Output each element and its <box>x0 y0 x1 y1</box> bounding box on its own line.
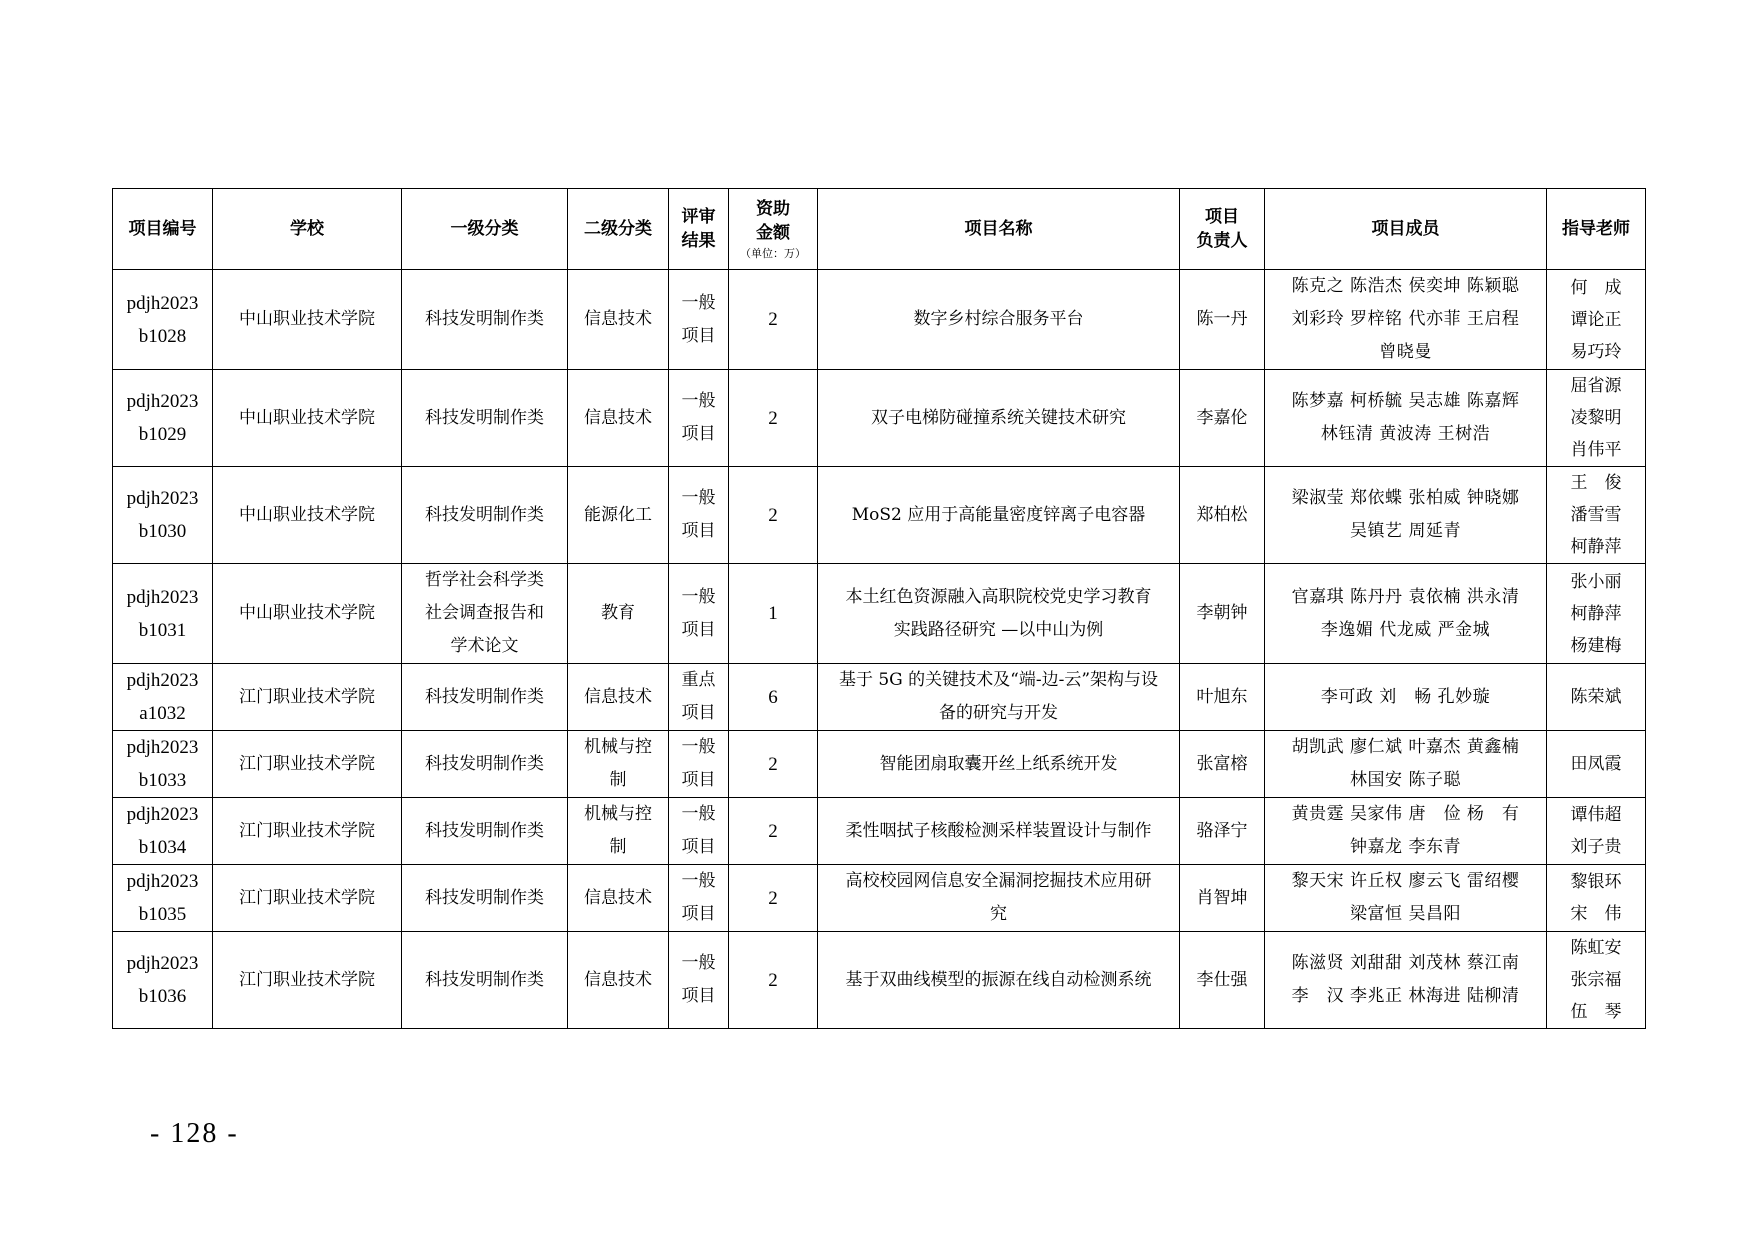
result-line: 一般 <box>681 871 716 891</box>
cell-members <box>1265 798 1547 865</box>
members-line: 陈滋贤 刘甜甜 刘茂林 蔡江南 <box>1291 953 1520 973</box>
table-row <box>113 932 1646 1029</box>
cell-amount: 2 <box>729 370 818 467</box>
members-line: 曾晓曼 <box>1379 342 1432 362</box>
result-line: 重点 <box>681 670 716 690</box>
cell-result <box>669 932 729 1029</box>
cell-advisor <box>1547 370 1646 467</box>
result-line: 一般 <box>681 391 716 411</box>
advisor-line: 何 成 <box>1570 277 1622 298</box>
cell-leader: 叶旭东 <box>1180 664 1265 731</box>
advisor-line: 柯静萍 <box>1570 537 1622 557</box>
result-line: 项目 <box>681 770 716 790</box>
category1-line: 社会调查报告和 <box>425 603 544 623</box>
category1-line: 科技发明制作类 <box>425 407 544 428</box>
result-line: 项目 <box>681 521 716 541</box>
cell-advisor <box>1547 664 1646 731</box>
advisor-line: 宋 伟 <box>1570 904 1622 924</box>
name-line: 双子电梯防碰撞系统关键技术研究 <box>871 407 1126 428</box>
table-row <box>113 564 1646 664</box>
advisor-line: 刘子贵 <box>1570 837 1622 857</box>
advisor-line: 张小丽 <box>1570 571 1622 592</box>
result-line: 一般 <box>681 737 716 757</box>
header-code: 项目编号 <box>113 189 213 270</box>
cell-amount: 2 <box>729 865 818 932</box>
header-row <box>113 189 1646 270</box>
cell-code <box>113 467 213 564</box>
cell-category1 <box>402 865 568 932</box>
cell-category1 <box>402 564 568 664</box>
name-line: 智能团扇取囊开丝上纸系统开发 <box>879 753 1118 774</box>
table-row <box>113 370 1646 467</box>
code-line: pdjh2023 <box>126 488 199 509</box>
members-line: 梁富恒 吴昌阳 <box>1350 904 1461 924</box>
code-line: pdjh2023 <box>126 670 199 691</box>
cell-school: 江门职业技术学院 <box>213 664 402 731</box>
category2-line: 信息技术 <box>584 686 652 707</box>
cell-name <box>818 932 1180 1029</box>
cell-result <box>669 467 729 564</box>
cell-category2 <box>568 564 669 664</box>
cell-code <box>113 370 213 467</box>
cell-category1 <box>402 932 568 1029</box>
advisor-line: 王 俊 <box>1570 473 1622 493</box>
advisor-line: 屈省源 <box>1570 376 1622 396</box>
cell-advisor <box>1547 564 1646 664</box>
result-line: 一般 <box>681 953 716 973</box>
table-row <box>113 865 1646 932</box>
members-line: 吴镇艺 周延青 <box>1350 521 1461 541</box>
advisor-line: 肖伟平 <box>1570 440 1622 460</box>
cell-name <box>818 731 1180 798</box>
cell-members <box>1265 664 1547 731</box>
advisor-line: 陈荣斌 <box>1570 687 1622 707</box>
result-line: 项目 <box>681 325 716 346</box>
cell-advisor <box>1547 932 1646 1029</box>
cell-amount: 2 <box>729 798 818 865</box>
cell-advisor <box>1547 731 1646 798</box>
result-line: 项目 <box>681 904 716 924</box>
members-line: 李逸媚 代龙威 严金城 <box>1320 619 1491 640</box>
cell-school: 江门职业技术学院 <box>213 865 402 932</box>
cell-amount: 6 <box>729 664 818 731</box>
members-line: 官嘉琪 陈丹丹 袁依楠 洪永清 <box>1291 586 1520 607</box>
members-line: 林国安 陈子聪 <box>1350 770 1461 790</box>
advisor-line: 易巧玲 <box>1570 341 1622 362</box>
header-result <box>669 189 729 270</box>
members-line: 陈克之 陈浩杰 侯奕坤 陈颖聪 <box>1291 276 1520 296</box>
code-line: pdjh2023 <box>126 737 199 758</box>
members-line: 陈梦嘉 柯桥毓 吴志雄 陈嘉辉 <box>1291 391 1520 411</box>
result-line: 一般 <box>681 804 716 824</box>
name-line: 基于 5G 的关键技术及“端-边-云”架构与设 <box>838 670 1159 690</box>
table-row <box>113 664 1646 731</box>
cell-category2 <box>568 798 669 865</box>
category2-line: 信息技术 <box>584 407 652 428</box>
cell-school: 中山职业技术学院 <box>213 467 402 564</box>
advisor-line: 黎银环 <box>1570 872 1622 892</box>
cell-name <box>818 270 1180 370</box>
result-line: 项目 <box>681 986 716 1006</box>
header-result-line1: 评审 <box>681 207 716 227</box>
name-line: 究 <box>990 904 1007 924</box>
code-line: pdjh2023 <box>126 953 199 974</box>
cell-code <box>113 865 213 932</box>
cell-advisor <box>1547 865 1646 932</box>
cell-members <box>1265 370 1547 467</box>
name-line: 基于双曲线模型的振源在线自动检测系统 <box>845 969 1152 990</box>
cell-code <box>113 932 213 1029</box>
cell-leader: 李朝钟 <box>1180 564 1265 664</box>
cell-code <box>113 731 213 798</box>
header-school: 学校 <box>213 189 402 270</box>
cell-name <box>818 564 1180 664</box>
advisor-line: 柯静萍 <box>1570 603 1622 624</box>
advisor-line: 田凤霞 <box>1570 754 1622 774</box>
cell-code <box>113 564 213 664</box>
cell-leader: 李嘉伦 <box>1180 370 1265 467</box>
name-line: MoS2 应用于高能量密度锌离子电容器 <box>851 504 1146 525</box>
cell-leader: 李仕强 <box>1180 932 1265 1029</box>
advisor-line: 谭伟超 <box>1570 805 1622 825</box>
header-name: 项目名称 <box>818 189 1180 270</box>
name-line: 柔性咽拭子核酸检测采样装置设计与制作 <box>845 820 1152 841</box>
code-line: b1028 <box>138 325 187 347</box>
advisor-line: 陈虹安 <box>1570 938 1622 958</box>
header-leader <box>1180 189 1265 270</box>
cell-leader: 张富榕 <box>1180 731 1265 798</box>
header-leader-line1: 项目 <box>1205 207 1239 227</box>
cell-category2 <box>568 664 669 731</box>
header-members: 项目成员 <box>1265 189 1547 270</box>
cell-result <box>669 370 729 467</box>
code-line: b1029 <box>138 424 187 445</box>
cell-members <box>1265 270 1547 370</box>
category2-line: 信息技术 <box>584 969 652 990</box>
category1-line: 科技发明制作类 <box>425 753 544 774</box>
cell-category2 <box>568 731 669 798</box>
category2-line: 机械与控 <box>584 737 652 757</box>
code-line: pdjh2023 <box>126 292 199 314</box>
project-table <box>112 188 1646 1029</box>
cell-result <box>669 664 729 731</box>
code-line: pdjh2023 <box>126 586 199 608</box>
advisor-line: 伍 琴 <box>1570 1002 1622 1022</box>
header-amount-line2: 金额 <box>756 223 790 243</box>
code-line: b1036 <box>138 986 187 1007</box>
cell-leader: 骆泽宁 <box>1180 798 1265 865</box>
cell-advisor <box>1547 467 1646 564</box>
advisor-line: 杨建梅 <box>1570 635 1622 656</box>
cell-name <box>818 865 1180 932</box>
cell-result <box>669 865 729 932</box>
page-number: - 128 - <box>150 1118 239 1149</box>
members-line: 刘彩玲 罗梓铭 代亦菲 王启程 <box>1291 309 1520 329</box>
header-amount-line1: 资助 <box>756 199 790 219</box>
members-line: 胡凯武 廖仁斌 叶嘉杰 黄鑫楠 <box>1291 737 1520 757</box>
name-line: 数字乡村综合服务平台 <box>913 309 1084 329</box>
cell-category1 <box>402 467 568 564</box>
result-line: 项目 <box>681 703 716 723</box>
cell-code <box>113 798 213 865</box>
members-line: 梁淑莹 郑依蝶 张柏威 钟晓娜 <box>1291 488 1520 508</box>
table-row <box>113 467 1646 564</box>
cell-result <box>669 731 729 798</box>
category2-line: 机械与控 <box>584 804 652 824</box>
category1-line: 科技发明制作类 <box>425 686 544 707</box>
header-advisor: 指导老师 <box>1547 189 1646 270</box>
cell-advisor <box>1547 798 1646 865</box>
header-result-line2: 结果 <box>681 231 716 251</box>
result-line: 一般 <box>681 586 716 607</box>
result-line: 项目 <box>681 837 716 857</box>
members-line: 李 汉 李兆正 林海进 陆柳清 <box>1291 986 1520 1006</box>
cell-category2 <box>568 270 669 370</box>
category1-line: 科技发明制作类 <box>425 820 544 841</box>
project-table-container <box>112 188 1645 1029</box>
cell-members <box>1265 932 1547 1029</box>
table-body <box>113 270 1646 1029</box>
cell-leader: 陈一丹 <box>1180 270 1265 370</box>
category2-line: 信息技术 <box>584 887 652 908</box>
result-line: 一般 <box>681 488 716 508</box>
cell-category2 <box>568 370 669 467</box>
code-line: pdjh2023 <box>126 804 199 825</box>
header-category2: 二级分类 <box>568 189 669 270</box>
cell-leader: 肖智坤 <box>1180 865 1265 932</box>
category1-line: 科技发明制作类 <box>425 969 544 990</box>
members-line: 李可政 刘 畅 孔妙璇 <box>1320 686 1491 707</box>
table-row <box>113 731 1646 798</box>
header-leader-line2: 负责人 <box>1196 231 1248 251</box>
header-amount-unit: （单位：万） <box>740 247 806 260</box>
cell-result <box>669 798 729 865</box>
cell-school: 江门职业技术学院 <box>213 798 402 865</box>
cell-school: 中山职业技术学院 <box>213 370 402 467</box>
result-line: 项目 <box>681 619 716 640</box>
cell-code <box>113 270 213 370</box>
cell-amount: 2 <box>729 932 818 1029</box>
name-line: 高校校园网信息安全漏洞挖掘技术应用研 <box>845 871 1152 891</box>
cell-members <box>1265 731 1547 798</box>
table-row <box>113 270 1646 370</box>
members-line: 黄贵霆 吴家伟 唐 俭 杨 有 <box>1291 804 1520 824</box>
cell-category2 <box>568 467 669 564</box>
cell-category2 <box>568 865 669 932</box>
cell-result <box>669 564 729 664</box>
cell-name <box>818 664 1180 731</box>
cell-amount: 2 <box>729 731 818 798</box>
category2-line: 制 <box>609 837 627 857</box>
cell-name <box>818 467 1180 564</box>
advisor-line: 张宗福 <box>1570 970 1622 990</box>
cell-code <box>113 664 213 731</box>
header-amount <box>729 189 818 270</box>
table-row <box>113 798 1646 865</box>
advisor-line: 凌黎明 <box>1570 408 1622 428</box>
cell-advisor <box>1547 270 1646 370</box>
cell-name <box>818 798 1180 865</box>
cell-leader: 郑柏松 <box>1180 467 1265 564</box>
cell-name <box>818 370 1180 467</box>
cell-school: 江门职业技术学院 <box>213 731 402 798</box>
category1-line: 哲学社会科学类 <box>425 570 544 590</box>
cell-amount: 2 <box>729 467 818 564</box>
category1-line: 科技发明制作类 <box>425 887 544 908</box>
cell-members <box>1265 467 1547 564</box>
category1-line: 学术论文 <box>450 636 519 656</box>
cell-category1 <box>402 664 568 731</box>
cell-category1 <box>402 270 568 370</box>
cell-school: 中山职业技术学院 <box>213 564 402 664</box>
code-line: pdjh2023 <box>126 871 199 892</box>
header-category1: 一级分类 <box>402 189 568 270</box>
advisor-line: 潘雪雪 <box>1570 505 1622 525</box>
category2-line: 信息技术 <box>584 309 652 329</box>
code-line: b1033 <box>138 770 187 791</box>
name-line: 备的研究与开发 <box>939 703 1058 723</box>
advisor-line: 谭论正 <box>1570 309 1622 330</box>
members-line: 林钰清 黄波涛 王树浩 <box>1320 424 1491 444</box>
cell-members <box>1265 865 1547 932</box>
cell-school: 中山职业技术学院 <box>213 270 402 370</box>
category2-line: 能源化工 <box>584 504 652 525</box>
result-line: 项目 <box>681 424 716 444</box>
category2-line: 教育 <box>601 603 635 623</box>
members-line: 黎天宋 许丘权 廖云飞 雷绍樱 <box>1291 871 1520 891</box>
cell-amount: 2 <box>729 270 818 370</box>
category1-line: 科技发明制作类 <box>425 309 544 329</box>
cell-school: 江门职业技术学院 <box>213 932 402 1029</box>
cell-members <box>1265 564 1547 664</box>
name-line: 本土红色资源融入高职院校党史学习教育 <box>845 586 1152 607</box>
code-line: b1035 <box>138 904 187 925</box>
cell-amount: 1 <box>729 564 818 664</box>
cell-result <box>669 270 729 370</box>
code-line: b1034 <box>138 837 187 858</box>
result-line: 一般 <box>681 292 716 313</box>
cell-category1 <box>402 731 568 798</box>
cell-category2 <box>568 932 669 1029</box>
cell-category1 <box>402 798 568 865</box>
members-line: 钟嘉龙 李东青 <box>1350 837 1461 857</box>
name-line: 实践路径研究 —以中山为例 <box>893 619 1104 640</box>
code-line: a1032 <box>139 703 186 724</box>
category2-line: 制 <box>609 770 627 790</box>
category1-line: 科技发明制作类 <box>425 504 544 525</box>
cell-category1 <box>402 370 568 467</box>
code-line: b1030 <box>138 521 187 542</box>
code-line: pdjh2023 <box>126 391 199 412</box>
code-line: b1031 <box>138 619 187 641</box>
